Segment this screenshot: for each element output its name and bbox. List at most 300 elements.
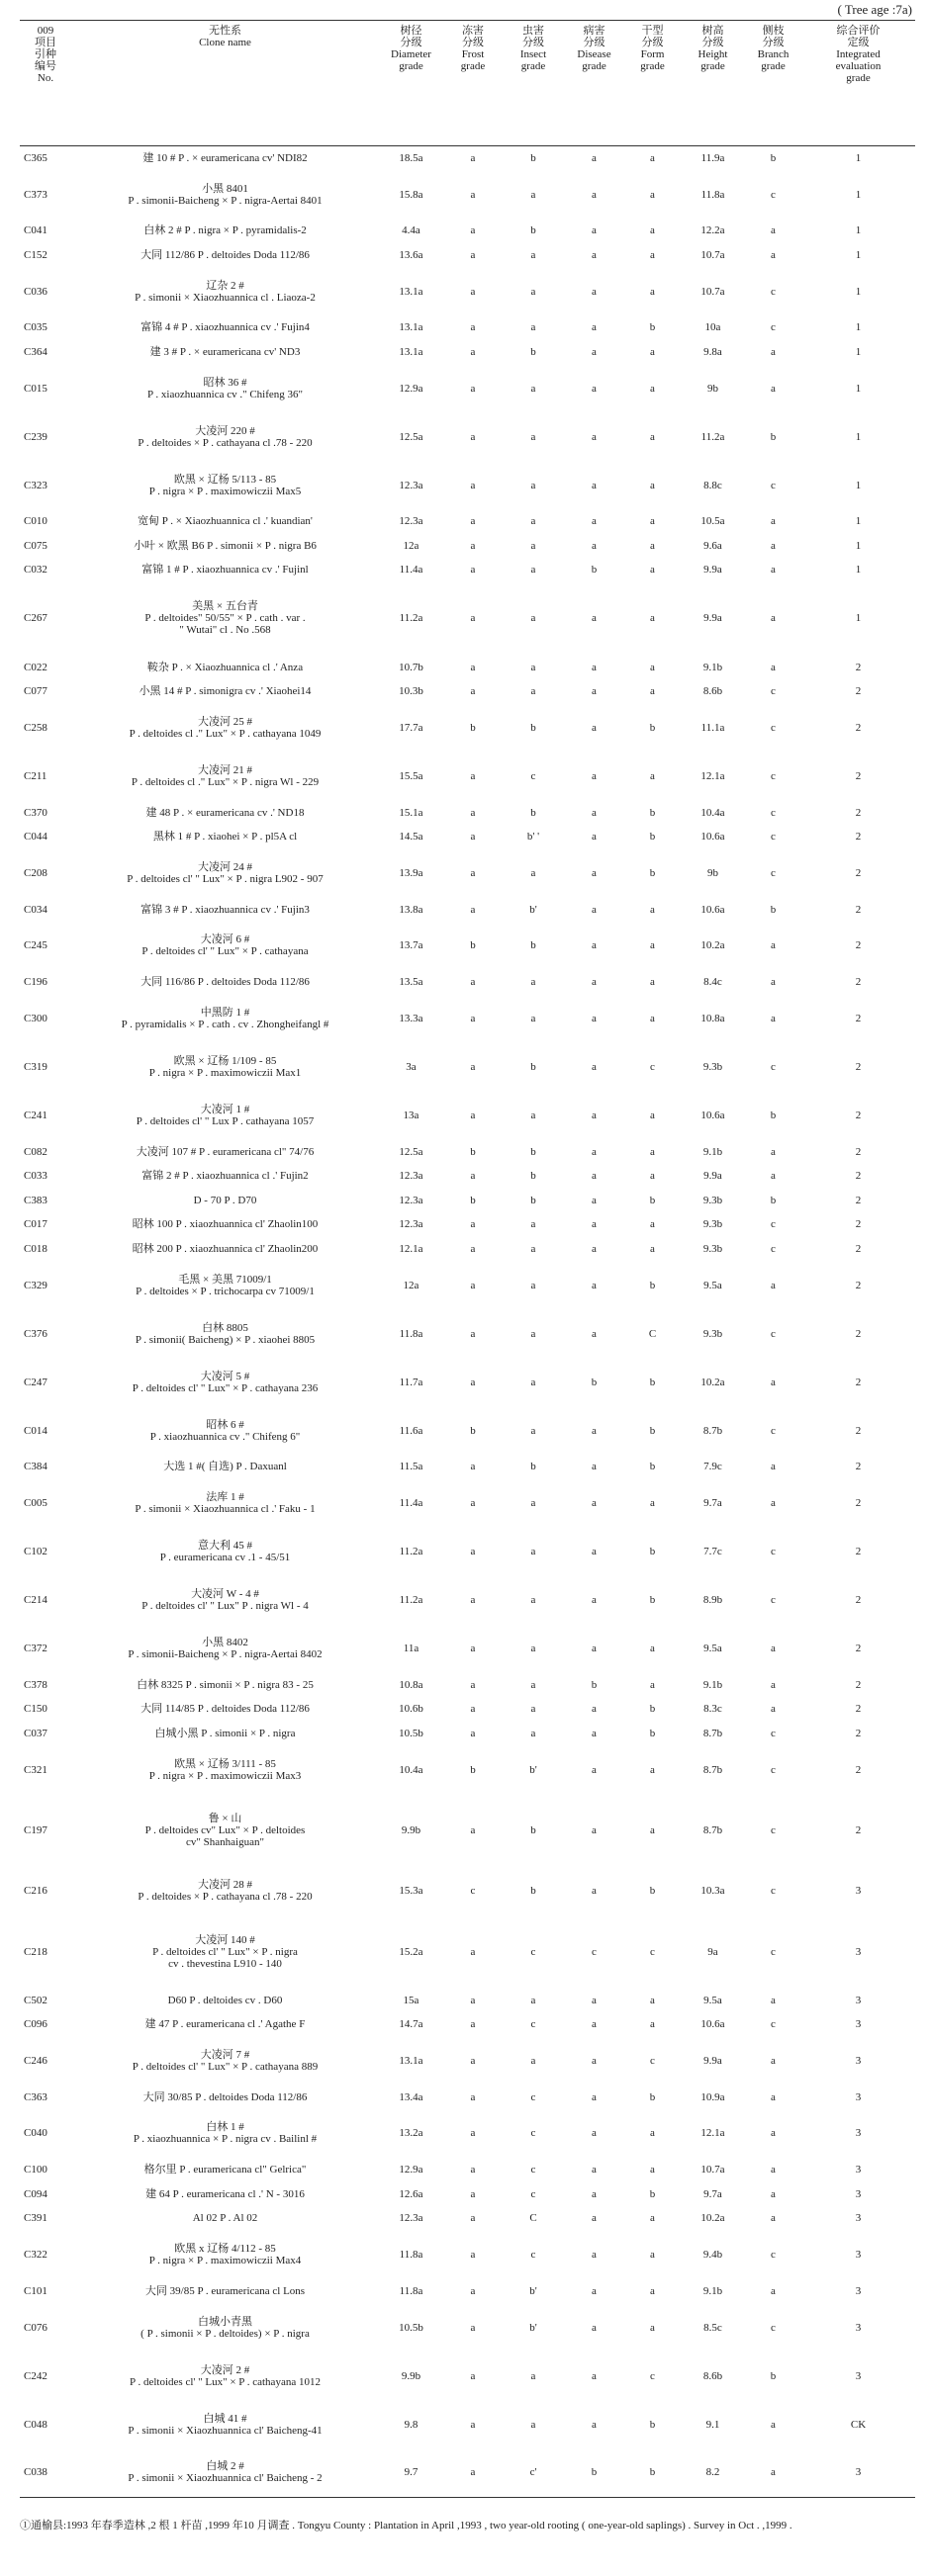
row-branch: c — [771, 1945, 776, 1958]
row-height: 8.7b — [702, 1424, 723, 1437]
row-code: C363 — [24, 2090, 47, 2103]
row-branch: c — [771, 1727, 776, 1739]
row-frost: a — [470, 1461, 476, 1473]
row-code: C037 — [24, 1727, 47, 1739]
row-branch: a — [771, 661, 776, 673]
row-evaluation: 2 — [855, 866, 862, 879]
row-disease: a — [592, 2018, 597, 2031]
row-branch: a — [771, 1145, 776, 1158]
row-code: C017 — [24, 1218, 47, 1231]
row-disease: a — [592, 2418, 597, 2431]
row-frost: a — [470, 976, 476, 989]
row-diameter: 15.5a — [399, 769, 423, 782]
row-evaluation: 3 — [855, 1945, 862, 1958]
row-frost: a — [470, 1170, 476, 1183]
row-branch: c — [771, 1060, 776, 1073]
table-row — [20, 1237, 915, 1262]
row-clone-name: 小黑 14 # P . simonigra cv .' Xiaohei14 — [139, 685, 312, 698]
row-branch: c — [771, 1885, 776, 1898]
row-branch: a — [771, 1643, 776, 1655]
row-evaluation: 2 — [855, 1643, 862, 1655]
header-disease: 病害 分级 Disease grade — [564, 21, 624, 146]
row-diameter: 12.5a — [399, 1145, 423, 1158]
row-frost: a — [470, 2418, 476, 2431]
row-branch: a — [771, 1012, 776, 1024]
row-code: C258 — [24, 721, 47, 734]
row-clone-name: 欧黑 × 辽杨 3/111 - 85 P . nigra × P . maximowiczii Max3 — [148, 1757, 302, 1782]
row-diameter: 12a — [403, 1279, 419, 1291]
row-code: C048 — [24, 2418, 47, 2431]
row-height: 9.3b — [702, 1060, 723, 1073]
row-disease: a — [592, 2187, 597, 2200]
row-height: 10a — [704, 321, 721, 334]
row-disease: a — [592, 661, 597, 673]
row-insect: b — [530, 1194, 536, 1206]
row-insect: a — [530, 479, 536, 491]
row-insect: a — [530, 1643, 536, 1655]
row-insect: a — [530, 382, 536, 395]
table-row — [20, 897, 915, 922]
row-frost: a — [470, 1994, 476, 2006]
tree-age-label: ( Tree age :7a) — [837, 2, 912, 17]
row-form: b — [649, 866, 656, 879]
row-code: C022 — [24, 661, 47, 673]
row-form: b — [649, 1594, 656, 1607]
row-clone-name: 大凌河 25 # P . deltoides cl ." Lux" × P . cathayana 1049 — [129, 715, 322, 740]
row-insect: a — [530, 612, 536, 625]
row-form: a — [650, 903, 655, 916]
row-frost: a — [470, 1703, 476, 1716]
row-disease: a — [592, 2054, 597, 2067]
row-height: 8.7b — [702, 1727, 723, 1739]
row-evaluation: 1 — [855, 564, 862, 577]
row-clone-name: 白林 8805 P . simonii( Baicheng) × P . xiaohei 8805 — [135, 1321, 316, 1346]
table-row — [20, 1576, 915, 1625]
row-code: C208 — [24, 866, 47, 879]
table-row — [20, 1455, 915, 1479]
row-code: C247 — [24, 1376, 47, 1388]
row-form: a — [650, 1994, 655, 2006]
row-clone-name: 白城小黑 P . simonii × P . nigra — [154, 1727, 296, 1739]
row-height: 10.7a — [700, 285, 725, 298]
row-disease: a — [592, 1194, 597, 1206]
row-clone-name: 大凌河 140 # P . deltoides cl' " Lux" × P . nigra cv . thevestina L910 - 140 — [152, 1933, 298, 1970]
row-disease: a — [592, 2321, 597, 2334]
row-disease: a — [592, 1594, 597, 1607]
row-disease: a — [592, 1327, 597, 1340]
row-frost: a — [470, 2248, 476, 2261]
row-branch: c — [771, 1763, 776, 1776]
row-diameter: 12.3a — [399, 2212, 423, 2225]
row-clone-name: 建 47 P . euramericana cl .' Agathe F — [144, 2018, 306, 2031]
row-disease: a — [592, 2127, 597, 2140]
table-row — [20, 461, 915, 509]
row-frost: a — [470, 1678, 476, 1691]
row-code: C376 — [24, 1327, 47, 1340]
row-diameter: 13.5a — [399, 976, 423, 989]
row-form: a — [650, 769, 655, 782]
row-branch: a — [771, 1703, 776, 1716]
row-diameter: 11.4a — [399, 1497, 423, 1510]
row-clone-name: 建 64 P . euramericana cl .' N - 3016 — [145, 2187, 305, 2200]
row-clone-name: 格尔里 P . euramericana cl" Gelrica" — [143, 2164, 307, 2176]
row-branch: c — [771, 479, 776, 491]
row-form: b — [649, 321, 656, 334]
row-branch: a — [771, 1170, 776, 1183]
row-insect: c — [530, 1945, 536, 1958]
row-insect: c — [530, 769, 536, 782]
row-branch: b — [770, 903, 777, 916]
row-evaluation: 3 — [801, 2448, 915, 2497]
row-clone-name: 鲁 × 山 P . deltoides cv" Lux" × P . deltoides cv" Shanhaiguan" — [144, 1813, 306, 1848]
row-disease: a — [592, 1279, 597, 1291]
row-code: C239 — [24, 430, 47, 443]
row-frost: a — [470, 685, 476, 698]
row-clone-name: 欧黑 × 辽杨 5/113 - 85 P . nigra × P . maximowiczii Max5 — [148, 473, 302, 497]
row-code: C100 — [24, 2164, 47, 2176]
table-row — [20, 994, 915, 1042]
row-branch: c — [771, 1327, 776, 1340]
row-insect: a — [530, 430, 536, 443]
row-form: a — [650, 2164, 655, 2176]
row-clone-name: 大凌河 7 # P . deltoides cl' " Lux" × P . cathayana 889 — [132, 2048, 319, 2073]
row-height: 9.7a — [703, 1497, 722, 1510]
row-evaluation: 2 — [855, 831, 862, 844]
row-disease: a — [592, 1424, 597, 1437]
row-frost: a — [470, 903, 476, 916]
row-frost: c — [470, 1885, 476, 1898]
footnote: ①通榆县:1993 年春季造林 ,2 根 1 杆苗 ,1999 年10 月调查 . Tongyu County : Plantation in April ,1993 , two year-old rooting ( one-year-old saplings) . Survey in Oct . ,1999 . — [20, 2520, 792, 2532]
row-frost: a — [470, 806, 476, 819]
table-row — [20, 509, 915, 534]
row-diameter: 12.9a — [399, 382, 423, 395]
row-clone-name: D - 70 P . D70 — [193, 1194, 257, 1206]
row-diameter: 10.8a — [399, 1678, 423, 1691]
header-diameter: 树径 分级 Diameter grade — [379, 21, 443, 146]
row-disease: a — [592, 612, 597, 625]
row-height: 10.2a — [700, 1376, 725, 1388]
row-disease: a — [592, 382, 597, 395]
row-clone-name: 建 3 # P . × euramericana cv' ND3 — [149, 345, 301, 358]
table-row — [20, 1091, 915, 1139]
row-evaluation: 2 — [855, 976, 862, 989]
row-disease: a — [592, 2369, 597, 2382]
row-evaluation: 2 — [855, 1170, 862, 1183]
row-frost: b — [470, 1194, 476, 1206]
row-evaluation: 2 — [855, 1279, 862, 1291]
row-height: 9.1 — [705, 2418, 720, 2431]
row-height: 9.8a — [703, 345, 722, 358]
row-disease: a — [592, 188, 597, 201]
row-insect: a — [530, 1279, 536, 1291]
row-branch: a — [745, 2448, 801, 2497]
row-clone-name: 黑林 1 # P . xiaohei × P . pl5A cl — [152, 831, 298, 844]
row-insect: a — [530, 1546, 536, 1558]
row-frost: a — [470, 285, 476, 298]
table-row — [20, 267, 915, 315]
row-disease: a — [592, 685, 597, 698]
row-insect: a — [530, 1497, 536, 1510]
row-height: 10.6a — [700, 2018, 725, 2031]
row-height: 8.6b — [702, 685, 723, 698]
row-frost: a — [470, 248, 476, 261]
row-branch: a — [771, 2090, 776, 2103]
row-code: C077 — [24, 685, 47, 698]
row-branch: a — [771, 539, 776, 552]
row-insect: a — [530, 285, 536, 298]
row-code: C378 — [24, 1678, 47, 1691]
row-clone-name: 白城小青黑 ( P . simonii × P . deltoides) × P . nigra — [140, 2315, 310, 2340]
row-diameter: 11a — [403, 1643, 419, 1655]
row-insect: a — [530, 321, 536, 334]
row-evaluation: 3 — [855, 2369, 862, 2382]
row-disease: a — [592, 831, 597, 844]
row-frost: a — [470, 2090, 476, 2103]
table-row — [20, 1139, 915, 1164]
row-branch: c — [771, 1242, 776, 1255]
row-clone-name: 富锦 2 # P . xiaozhuannica cl .' Fujin2 — [141, 1170, 309, 1183]
row-height: 8.9b — [702, 1594, 723, 1607]
row-evaluation: 1 — [855, 539, 862, 552]
row-clone-name: 白林 2 # P . nigra × P . pyramidalis-2 — [143, 224, 307, 237]
row-clone-name: 白林 8325 P . simonii × P . nigra 83 - 25 — [137, 1678, 314, 1691]
row-evaluation: 1 — [855, 479, 862, 491]
table-row — [20, 315, 915, 340]
row-frost: a — [470, 1279, 476, 1291]
row-frost: a — [470, 479, 476, 491]
row-insect: b — [530, 152, 536, 164]
row-height: 10.4a — [700, 806, 725, 819]
row-insect: a — [530, 1994, 536, 2006]
row-diameter: 12a — [403, 539, 419, 552]
row-evaluation: 2 — [855, 1327, 862, 1340]
row-evaluation: 3 — [855, 2321, 862, 2334]
row-branch: a — [771, 345, 776, 358]
row-code: C094 — [24, 2187, 47, 2200]
row-height: 9.1b — [702, 661, 723, 673]
row-frost: b — [470, 1145, 476, 1158]
row-frost: a — [470, 831, 476, 844]
table-row — [20, 1212, 915, 1237]
row-disease: a — [592, 248, 597, 261]
row-form: a — [650, 976, 655, 989]
row-frost: a — [470, 1546, 476, 1558]
row-branch: c — [771, 188, 776, 201]
table-row — [20, 1867, 915, 1915]
row-form: a — [650, 479, 655, 491]
table-row — [20, 1722, 915, 1746]
row-height: 7.7c — [703, 1546, 722, 1558]
row-evaluation: 2 — [855, 1109, 862, 1121]
row-branch: a — [771, 2054, 776, 2067]
row-code: C034 — [24, 903, 47, 916]
row-height: 9b — [707, 866, 718, 879]
row-code: C373 — [24, 188, 47, 201]
row-code: C018 — [24, 1242, 47, 1255]
row-form: a — [650, 188, 655, 201]
row-form: a — [650, 1242, 655, 1255]
row-clone-name: 白城 2 # P . simonii × Xiaozhuannica cl' Baicheng - 2 — [71, 2448, 379, 2497]
row-diameter: 13.8a — [399, 903, 423, 916]
row-evaluation: 2 — [855, 1376, 862, 1388]
row-insect: a — [530, 2418, 536, 2431]
row-branch: a — [771, 612, 776, 625]
row-clone-name: 白城 41 # P . simonii × Xiaozhuannica cl' Baicheng-41 — [128, 2412, 323, 2437]
row-form: a — [650, 1109, 655, 1121]
row-height: 7.9c — [703, 1461, 722, 1473]
row-evaluation: 2 — [855, 1727, 862, 1739]
row-branch: c — [771, 2248, 776, 2261]
row-evaluation: 2 — [855, 769, 862, 782]
row-branch: b — [770, 2369, 777, 2382]
table-row — [20, 800, 915, 825]
row-height: 8.5c — [703, 2321, 722, 2334]
row-form: a — [650, 2321, 655, 2334]
row-code: C502 — [24, 1994, 47, 2006]
row-frost: a — [470, 2284, 476, 2297]
row-evaluation: 2 — [855, 661, 862, 673]
row-height: 10.6a — [700, 903, 725, 916]
row-disease: a — [592, 2090, 597, 2103]
row-insect: a — [530, 685, 536, 698]
row-branch: a — [771, 1376, 776, 1388]
row-diameter: 15.8a — [399, 188, 423, 201]
row-diameter: 15a — [403, 1994, 419, 2006]
row-frost: a — [470, 564, 476, 577]
row-evaluation: 2 — [855, 1060, 862, 1073]
row-clone-name: 大凌河 W - 4 # P . deltoides cl' " Lux" P . nigra Wl - 4 — [141, 1588, 309, 1613]
row-frost: a — [470, 515, 476, 528]
row-diameter: 15.1a — [399, 806, 423, 819]
row-disease: a — [592, 1242, 597, 1255]
row-diameter: 12.3a — [399, 1218, 423, 1231]
row-height: 12.1a — [700, 2127, 725, 2140]
row-code: C364 — [24, 345, 47, 358]
row-height: 9.5a — [703, 1279, 722, 1291]
row-disease: a — [592, 1546, 597, 1558]
row-frost: a — [470, 1012, 476, 1024]
row-frost: a — [470, 1327, 476, 1340]
row-form: b — [649, 2418, 656, 2431]
row-frost: a — [470, 1945, 476, 1958]
row-height: 9.1b — [702, 1145, 723, 1158]
row-disease: a — [592, 285, 597, 298]
row-frost: a — [470, 2127, 476, 2140]
row-insect: a — [530, 1678, 536, 1691]
row-disease: a — [592, 515, 597, 528]
row-evaluation: 2 — [855, 1461, 862, 1473]
row-evaluation: 3 — [855, 2284, 862, 2297]
row-form: a — [650, 1824, 655, 1836]
row-disease: b — [591, 564, 598, 577]
row-clone-name: 欧黑 × 辽杨 1/109 - 85 P . nigra × P . maximowiczii Max1 — [148, 1054, 302, 1079]
row-clone-name: 昭林 100 P . xiaozhuannica cl' Zhaolin100 — [132, 1218, 319, 1231]
row-code: C319 — [24, 1060, 47, 1073]
table-row — [20, 2206, 915, 2231]
row-height: 9.3b — [702, 1218, 723, 1231]
row-frost: a — [470, 661, 476, 673]
row-height: 9.9a — [703, 1170, 722, 1183]
row-branch: a — [771, 2212, 776, 2225]
row-frost: a — [470, 382, 476, 395]
row-branch: c — [771, 831, 776, 844]
row-form: a — [650, 285, 655, 298]
row-clone-name: 大凌河 1 # P . deltoides cl' " Lux P . cathayana 1057 — [136, 1103, 315, 1127]
row-code: C082 — [24, 1145, 47, 1158]
row-insect: c — [530, 2248, 536, 2261]
row-code: C300 — [24, 1012, 47, 1024]
row-height: 8.7b — [702, 1763, 723, 1776]
row-diameter: 12.9a — [399, 2164, 423, 2176]
table-row — [20, 1625, 915, 1673]
row-diameter: 14.5a — [399, 831, 423, 844]
row-insect: b — [530, 1885, 536, 1898]
row-diameter: 10.7b — [399, 661, 423, 673]
row-insect: b' — [529, 1763, 537, 1776]
row-form: a — [650, 248, 655, 261]
table-row — [20, 1794, 915, 1867]
row-height: 9.3b — [702, 1242, 723, 1255]
row-form: c — [650, 1945, 655, 1958]
row-height: 11.9a — [700, 152, 725, 164]
row-insect: C — [529, 2212, 537, 2225]
row-disease: a — [592, 2248, 597, 2261]
row-code: C245 — [24, 939, 47, 952]
row-branch: c — [771, 1546, 776, 1558]
row-form: a — [650, 685, 655, 698]
row-disease: a — [592, 1109, 597, 1121]
row-form: b — [649, 1279, 656, 1291]
row-clone-name: 大同 39/85 P . euramericana cl Lons — [144, 2284, 306, 2297]
row-diameter: 13a — [403, 1109, 419, 1121]
row-code: C076 — [24, 2321, 47, 2334]
row-disease: a — [592, 152, 597, 164]
row-disease: a — [592, 479, 597, 491]
table-row — [20, 703, 915, 752]
table-row — [20, 146, 915, 171]
row-disease: b — [591, 1376, 598, 1388]
row-frost: a — [470, 1727, 476, 1739]
table-row — [20, 364, 915, 412]
row-clone-name: 小黑 8402 P . simonii-Baicheng × P . nigra-Aertai 8402 — [128, 1637, 323, 1661]
row-branch: a — [771, 2187, 776, 2200]
table-row — [20, 1528, 915, 1576]
table-row — [20, 752, 915, 800]
row-evaluation: 2 — [855, 1678, 862, 1691]
row-height: 9.9a — [703, 2054, 722, 2067]
row-clone-name: 法库 1 # P . simonii × Xiaozhuannica cl .' Faku - 1 — [135, 1491, 316, 1516]
row-height: 9.1b — [702, 1678, 723, 1691]
row-form: b — [649, 1727, 656, 1739]
row-form: a — [650, 430, 655, 443]
row-code: C197 — [24, 1824, 47, 1836]
row-branch: a — [771, 1678, 776, 1691]
table-row — [20, 534, 915, 559]
row-form: a — [650, 539, 655, 552]
row-branch: c — [771, 2321, 776, 2334]
row-frost: b — [470, 939, 476, 952]
row-evaluation: 2 — [855, 1145, 862, 1158]
row-disease: a — [592, 976, 597, 989]
row-insect: a — [530, 976, 536, 989]
table-row — [20, 2400, 915, 2448]
header-form: 干型 分级 Form grade — [624, 21, 681, 146]
row-form: a — [650, 2127, 655, 2140]
row-insect: b' — [529, 2284, 537, 2297]
row-code: C040 — [24, 2127, 47, 2140]
table-row — [20, 1697, 915, 1722]
row-evaluation: 3 — [855, 2212, 862, 2225]
